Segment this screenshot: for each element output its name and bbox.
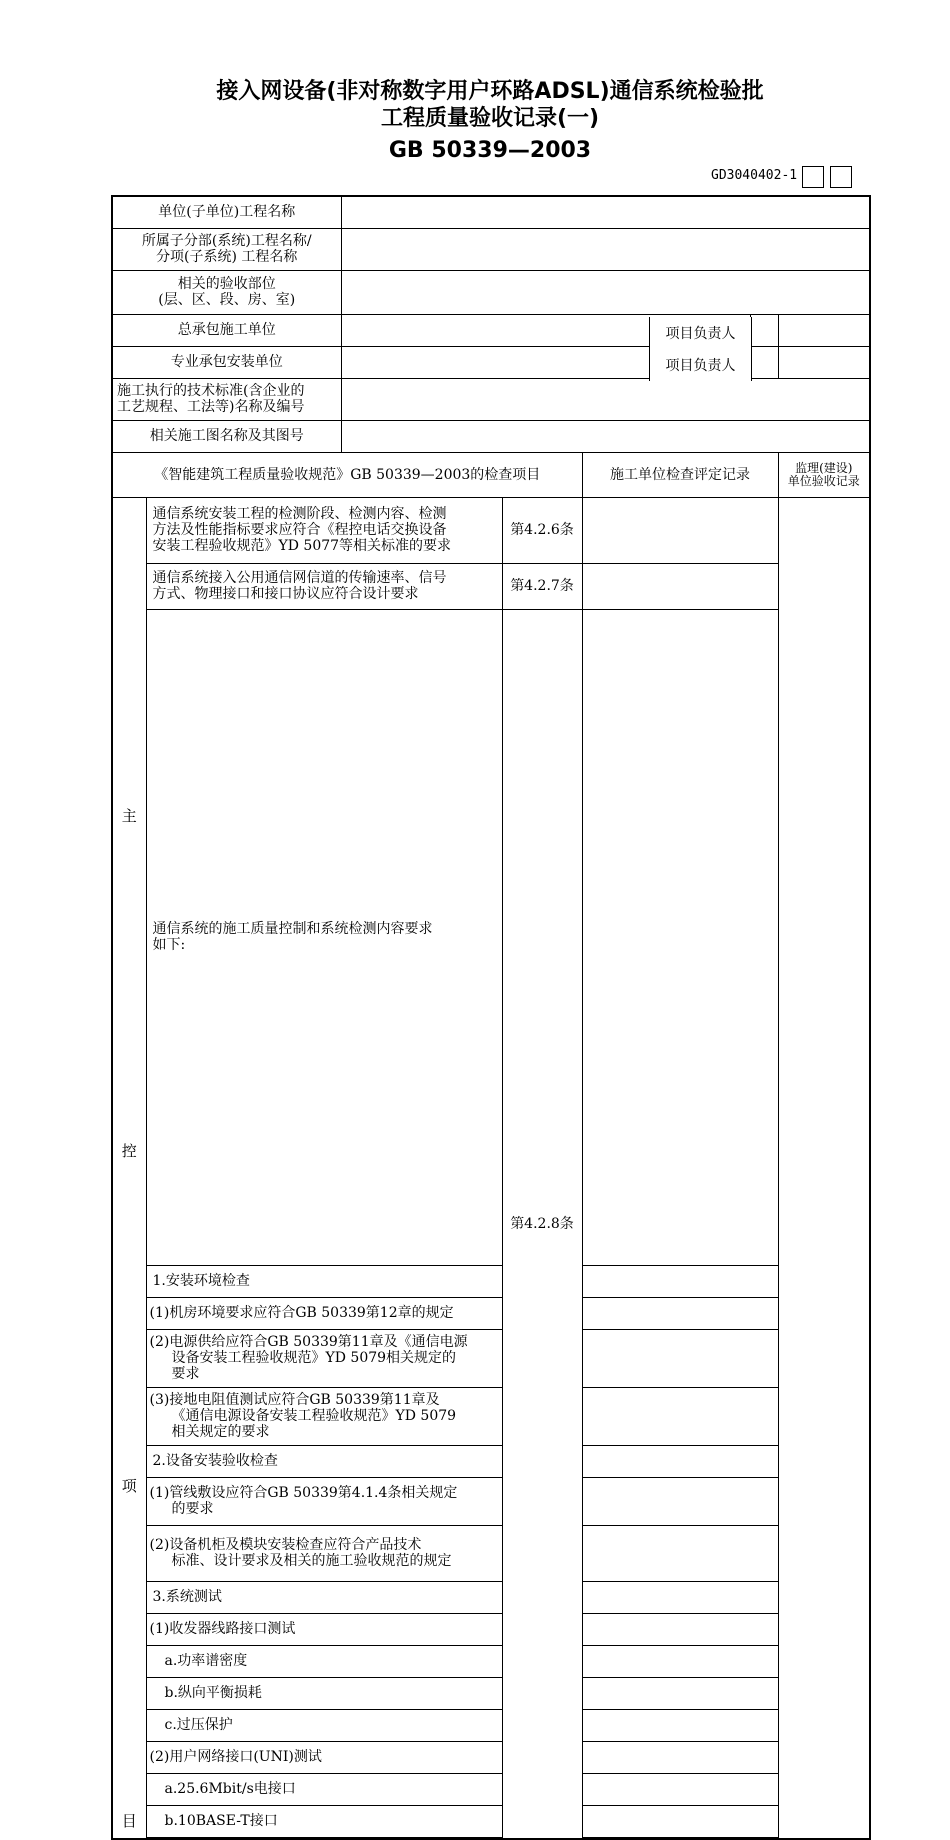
item-1-l3: 安装工程验收规范》YD 5077等相关标准的要求 (152, 538, 452, 554)
item-9-l1: (1)管线敷设应符合GB 50339第4.1.4条相关规定 (149, 1485, 458, 1501)
item-1-l1: 通信系统安装工程的检测阶段、检测内容、检测 (152, 506, 447, 522)
item-6-l3: 要求 (171, 1366, 200, 1382)
label-tech-standard (112, 378, 341, 420)
record-4[interactable] (582, 1265, 778, 1297)
record-16[interactable] (582, 1741, 778, 1773)
label-specialty-contractor: 专业承包安装单位 (112, 346, 341, 378)
tech-standard-value[interactable] (341, 378, 870, 420)
label-tech-standard-l1: 施工执行的技术标准(含企业的 (117, 383, 305, 399)
header-supervision (778, 452, 870, 497)
record-17[interactable] (582, 1773, 778, 1805)
item-7 (146, 1387, 502, 1445)
record-1[interactable] (582, 497, 778, 563)
item-10-l1: (2)设备机柜及模块安装检查应符合产品技术 (149, 1537, 422, 1553)
record-18[interactable] (582, 1805, 778, 1837)
drawings-value[interactable] (341, 420, 870, 452)
sub-project-value[interactable] (341, 228, 870, 270)
form-code: GD3040402-1 (711, 168, 798, 183)
item-10 (146, 1525, 502, 1581)
title-line-2: 工程质量验收记录(一) (380, 106, 600, 131)
label-sub-project (112, 228, 341, 270)
record-5[interactable] (582, 1297, 778, 1329)
item-17: a.25.6Mbit/s电接口 (146, 1773, 502, 1805)
side-char-4: 目 (121, 1811, 137, 1830)
unit-project-value[interactable] (341, 196, 870, 228)
item-7-l3: 相关规定的要求 (171, 1424, 270, 1440)
label-sub-project-l1: 所属子分部(系统)工程名称/ (141, 233, 312, 249)
project-leader-2-value[interactable] (778, 346, 870, 378)
item-3-l2: 如下: (152, 937, 186, 953)
spacer-cell-2 (582, 1837, 778, 1839)
item-18: b.10BASE-T接口 (146, 1805, 502, 1837)
item-4: 1.安装环境检查 (146, 1265, 502, 1297)
side-char-3: 项 (121, 1476, 137, 1495)
record-13[interactable] (582, 1645, 778, 1677)
supervision-main-control[interactable] (778, 497, 870, 1839)
item-6-l1: (2)电源供给应符合GB 50339第11章及《通信电源 (149, 1334, 468, 1350)
standard-code: GB 50339—2003 (388, 138, 592, 163)
record-8[interactable] (582, 1445, 778, 1477)
side-label-main-control (112, 497, 146, 1839)
item-10-l2: 标准、设计要求及相关的施工验收规范的规定 (171, 1553, 452, 1569)
item-13: a.功率谱密度 (146, 1645, 502, 1677)
record-9[interactable] (582, 1477, 778, 1525)
label-parts-l1: 相关的验收部位 (177, 276, 276, 292)
label-unit-project: 单位(子单位)工程名称 (112, 196, 341, 228)
label-parts-l2: (层、区、段、房、室) (158, 292, 296, 308)
label-project-leader-2 (750, 346, 778, 378)
clause-1: 第4.2.6条 (502, 497, 582, 563)
header-supervision-l2: 单位验收记录 (787, 473, 860, 488)
project-leader-label-2: 项目负责人 (649, 349, 752, 381)
label-project-leader-1 (750, 314, 778, 346)
project-leader-label-1: 项目负责人 (649, 317, 752, 349)
item-1-l2: 方法及性能指标要求应符合《程控电话交换设备 (152, 522, 447, 538)
record-12[interactable] (582, 1613, 778, 1645)
item-15: c.过压保护 (146, 1709, 502, 1741)
item-2-l2: 方式、物理接口和接口协议应符合设计要求 (152, 586, 419, 602)
label-tech-standard-l2: 工艺规程、工法等)名称及编号 (117, 399, 305, 415)
item-6-l2: 设备安装工程验收规范》YD 5079相关规定的 (171, 1350, 457, 1366)
side-char-2: 控 (121, 1141, 137, 1160)
item-12: (1)收发器线路接口测试 (146, 1613, 502, 1645)
code-checkbox-2[interactable] (830, 166, 852, 188)
item-3-l1: 通信系统的施工质量控制和系统检测内容要求 (152, 921, 433, 937)
label-drawings: 相关施工图名称及其图号 (112, 420, 341, 452)
item-2-l1: 通信系统接入公用通信网信道的传输速率、信号 (152, 570, 447, 586)
spacer-cell (146, 1837, 502, 1839)
title-line-1: 接入网设备(非对称数字用户环路ADSL)通信系统检验批 (216, 79, 764, 104)
header-check-items: 《智能建筑工程质量验收规范》GB 50339—2003的检查项目 (112, 452, 582, 497)
label-parts (112, 270, 341, 314)
item-8: 2.设备安装验收检查 (146, 1445, 502, 1477)
code-checkbox-1[interactable] (802, 166, 824, 188)
record-2[interactable] (582, 563, 778, 609)
record-7[interactable] (582, 1387, 778, 1445)
project-leader-1-value[interactable] (778, 314, 870, 346)
clause-3: 第4.2.8条 (502, 609, 582, 1839)
item-7-l1: (3)接地电阻值测试应符合GB 50339第11章及 (149, 1392, 440, 1408)
side-char-1: 主 (121, 806, 137, 825)
label-sub-project-l2: 分项(子系统) 工程名称 (156, 249, 298, 265)
record-15[interactable] (582, 1709, 778, 1741)
item-2 (146, 563, 502, 609)
item-7-l2: 《通信电源设备安装工程验收规范》YD 5079 (171, 1408, 457, 1424)
item-1 (146, 497, 502, 563)
label-general-contractor: 总承包施工单位 (112, 314, 341, 346)
clause-2: 第4.2.7条 (502, 563, 582, 609)
header-construction-record: 施工单位检查评定记录 (582, 452, 778, 497)
record-11[interactable] (582, 1581, 778, 1613)
item-6 (146, 1329, 502, 1387)
item-9 (146, 1477, 502, 1525)
item-11: 3.系统测试 (146, 1581, 502, 1613)
item-9-l2: 的要求 (171, 1501, 214, 1517)
record-3[interactable] (582, 609, 778, 1265)
item-14: b.纵向平衡损耗 (146, 1677, 502, 1709)
record-10[interactable] (582, 1525, 778, 1581)
inspection-record-table (111, 195, 871, 1840)
record-6[interactable] (582, 1329, 778, 1387)
item-3 (146, 609, 502, 1265)
header-supervision-l1: 监理(建设) (795, 460, 853, 475)
record-14[interactable] (582, 1677, 778, 1709)
item-16: (2)用户网络接口(UNI)测试 (146, 1741, 502, 1773)
item-5: (1)机房环境要求应符合GB 50339第12章的规定 (146, 1297, 502, 1329)
parts-value[interactable] (341, 270, 870, 314)
